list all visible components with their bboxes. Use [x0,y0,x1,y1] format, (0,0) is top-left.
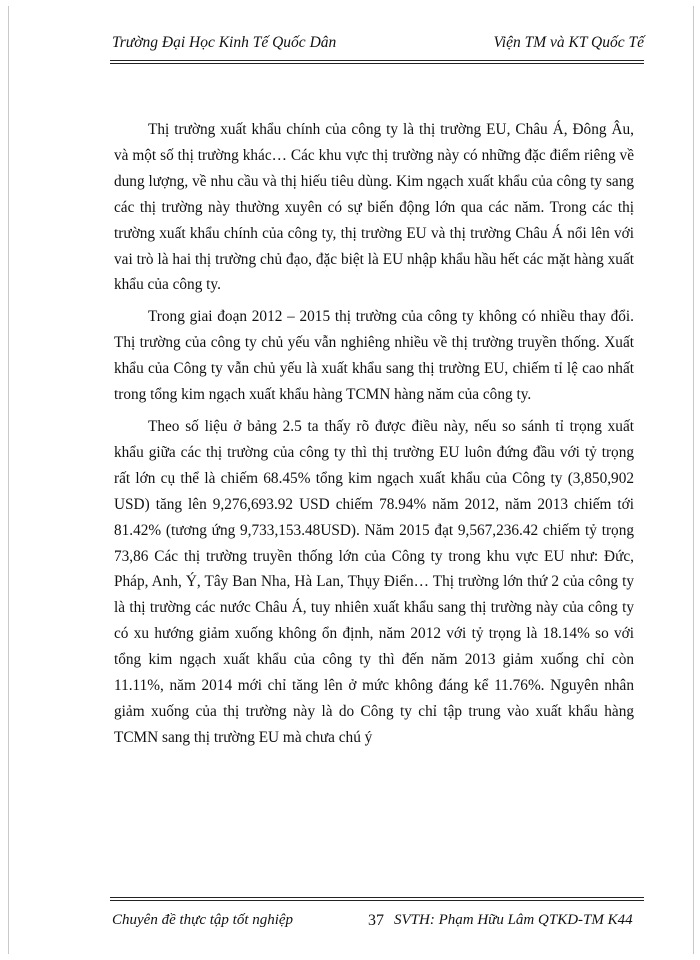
page-number: 37 [368,912,384,929]
footer-student-info: SVTH: Phạm Hữu Lâm QTKD-TM K44 [394,912,633,928]
paragraph-2: Trong giai đoạn 2012 – 2015 thị trường của công ty không có nhiều thay đổi. Thị trường của công ty chủ yếu vẫn nghiêng nhiều về thị trường truyền thống. Xuất khẩu của Công ty vẫn chủ yếu là xuất khẩu sang thị trường EU, chiếm tỉ lệ cao nhất trong tổng kim ngạch xuất khẩu hàng TCMN hàng năm của công ty. [114,308,634,404]
footer-rule-thin [110,897,644,898]
document-body [114,117,634,757]
paragraph-3: Theo số liệu ở bảng 2.5 ta thấy rõ được điều này, nếu so sánh tỉ trọng xuất khẩu giữa các thị trường của công ty thì thị trường EU luôn đứng đầu với tỷ trọng rất lớn cụ thể là chiếm 68.45% tổng kim ngạch xuất khẩu của Công ty (3,850,902 USD) tăng lên 9,276,693.92 USD chiếm 78.94% năm 2012, năm 2013 chiếm tới 81.42% (tương ứng 9,733,153.48USD). Năm 2015 đạt 9,567,236.42 chiếm tỷ trọng 73,86 Các thị trường truyền thống lớn của Công ty trong khu vực EU như: Đức, Pháp, Anh, Ý, Tây Ban Nha, Hà Lan, Thụy Điển… Thị trường lớn thứ 2 của công ty là thị trường các nước Châu Á, tuy nhiên xuất khẩu sang thị trường này của công ty có xu hướng giảm xuống không ổn định, năm 2012 với tỷ trọng là 18.14% so với tổng kim ngạch xuất khẩu của công ty thì đến năm 2013 giảm xuống chỉ còn 11.11%, năm 2014 mới chỉ tăng lên ở mức không đáng kể 11.76%. Nguyên nhân giảm xuống của thị trường này là do Công ty chỉ tập trung vào xuất khẩu hàng TCMN sang thị trường EU mà chưa chú ý [114,417,634,746]
header-institute: Viện TM và KT Quốc Tế [493,34,644,51]
header-rule-thin [110,60,644,61]
paragraph-1: Thị trường xuất khẩu chính của công ty là thị trường EU, Châu Á, Đông Âu, và một số thị trường khác… Các khu vực thị trường này có những đặc điểm riêng về dung lượng, về nhu cầu và thị hiếu tiêu dùng. Kim ngạch xuất khẩu của công ty sang các thị trường này thường xuyên có sự biến động lớn qua các năm. Trong các thị trường xuất khẩu chính của công ty, thị trường EU và thị trường Châu Á nổi lên với vai trò là hai thị trường chủ đạo, đặc biệt là EU nhập khẩu hầu hết các mặt hàng xuất khẩu của công ty. [114,121,634,294]
footer-thesis-title: Chuyên đề thực tập tốt nghiệp [112,912,294,928]
footer-rule-double [110,900,644,901]
header-university: Trường Đại Học Kinh Tế Quốc Dân [112,34,337,51]
header-rule-double [110,63,644,64]
